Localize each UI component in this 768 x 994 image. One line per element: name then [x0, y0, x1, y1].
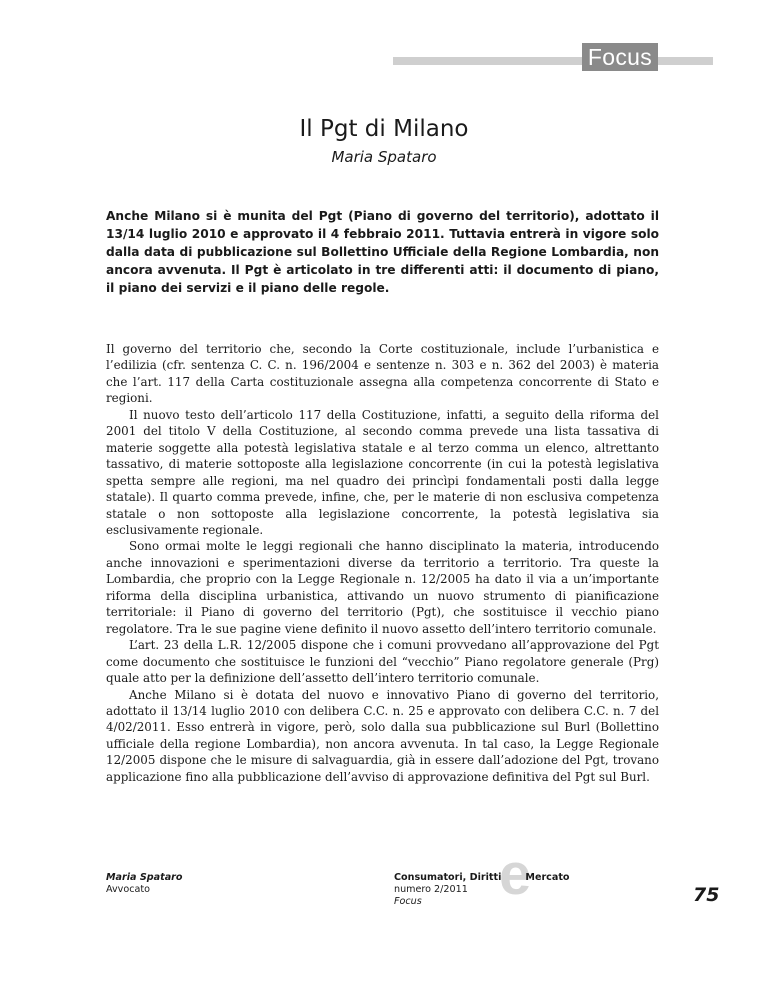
section-label: Focus [582, 43, 658, 71]
journal-issue: numero 2/2011 [394, 884, 468, 895]
article-abstract: Anche Milano si è munita del Pgt (Piano di governo del territorio), adottato il 13/14 luglio 2010 e approvato il 4 febbraio 2011. Tuttavia entrerà in vigore solo dalla data di pubblicazione sul Bollettino Ufficiale della Regione Lombardia, non ancora avvenuta. Il Pgt è articolato in tre differenti atti: il documento di piano, il piano dei servizi e il piano delle regole. [106, 209, 659, 295]
body-paragraph: Il nuovo testo dell’articolo 117 della Costituzione, infatti, a seguito della riforma del 2001 del titolo V della Costituzione, al secondo comma prevede una lista tassativa di materie soggette alla potestà legislativa statale e al terzo comma un elenco, altrettanto tassativo, di materie sottoposte alla legislazione concorrente (in cui la potestà legislativa spetta sempre alle regioni, ma nel quadro dei princìpi fondamentali posti dalla legge statale). Il quarto comma prevede, infine, che, per le materie di non esclusiva competenza statale o non sottoposte alla legislazione concorrente, la potestà legislativa sia esclusivamente regionale. [106, 407, 659, 537]
journal-section: Focus [394, 896, 422, 907]
article-body [106, 341, 659, 785]
body-paragraph: Anche Milano si è dotata del nuovo e innovativo Piano di governo del territorio, adottato il 13/14 luglio 2010 con delibera C.C. n. 25 e approvato con delibera C.C. n. 7 del 4/02/2011. Esso entrerà in vigore, però, solo dalla sua pubblicazione sul Burl (Bollettino ufficiale della regione Lombardia), non ancora avvenuta. In tal caso, la Legge Regionale 12/2005 dispone che le misure di salvaguardia, già in essere dall’adozione del Pgt, trovano applicazione fino alla pubblicazione dell’avviso di approvazione definitiva del Pgt sul Burl. [106, 687, 659, 784]
footnote-author-name: Maria Spataro [106, 872, 183, 883]
author-footnote [106, 872, 183, 896]
body-paragraph: Sono ormai molte le leggi regionali che hanno disciplinato la materia, introducendo anche innovazioni e sperimentazioni diverse da territorio a territorio. Tra queste la Lombardia, che proprio con la Legge Regionale n. 12/2005 ha dato il via a un’importante riforma della disciplina urbanistica, attivando un nuovo strumento di pianificazione territoriale: il Piano di governo del territorio (Pgt), che sostituisce il vecchio piano regolatore. Tra le sue pagine viene definito il nuovo assetto dell’intero territorio comunale. [106, 539, 659, 636]
page-number: 75 [693, 884, 720, 906]
body-paragraph: L’art. 23 della L.R. 12/2005 dispone che i comuni provvedano all’approvazione del Pgt come documento che sostituisce le funzioni del “vecchio” Piano regolatore generale (Prg) quale atto per la definizione dell’assetto dell’intero territorio comunale. [106, 638, 659, 686]
journal-title-part1: Consumatori, Diritti [394, 872, 502, 883]
journal-title [394, 872, 570, 884]
article-title: Il Pgt di Milano [299, 116, 469, 142]
journal-logo-letter: e [499, 842, 532, 907]
journal-info [394, 872, 570, 908]
article-author: Maria Spataro [331, 148, 437, 166]
body-paragraph: Il governo del territorio che, secondo la Corte costituzionale, include l’urbanistica e l’edilizia (cfr. sentenza C. C. n. 196/2004 e sentenze n. 303 e n. 362 del 2003) è materia che l’art. 117 della Carta costituzionale assegna alla competenza concorrente di Stato e regioni. [106, 342, 659, 406]
header-rule [393, 57, 713, 65]
journal-title-part2: Mercato [525, 872, 570, 883]
footnote-author-role: Avvocato [106, 884, 151, 895]
